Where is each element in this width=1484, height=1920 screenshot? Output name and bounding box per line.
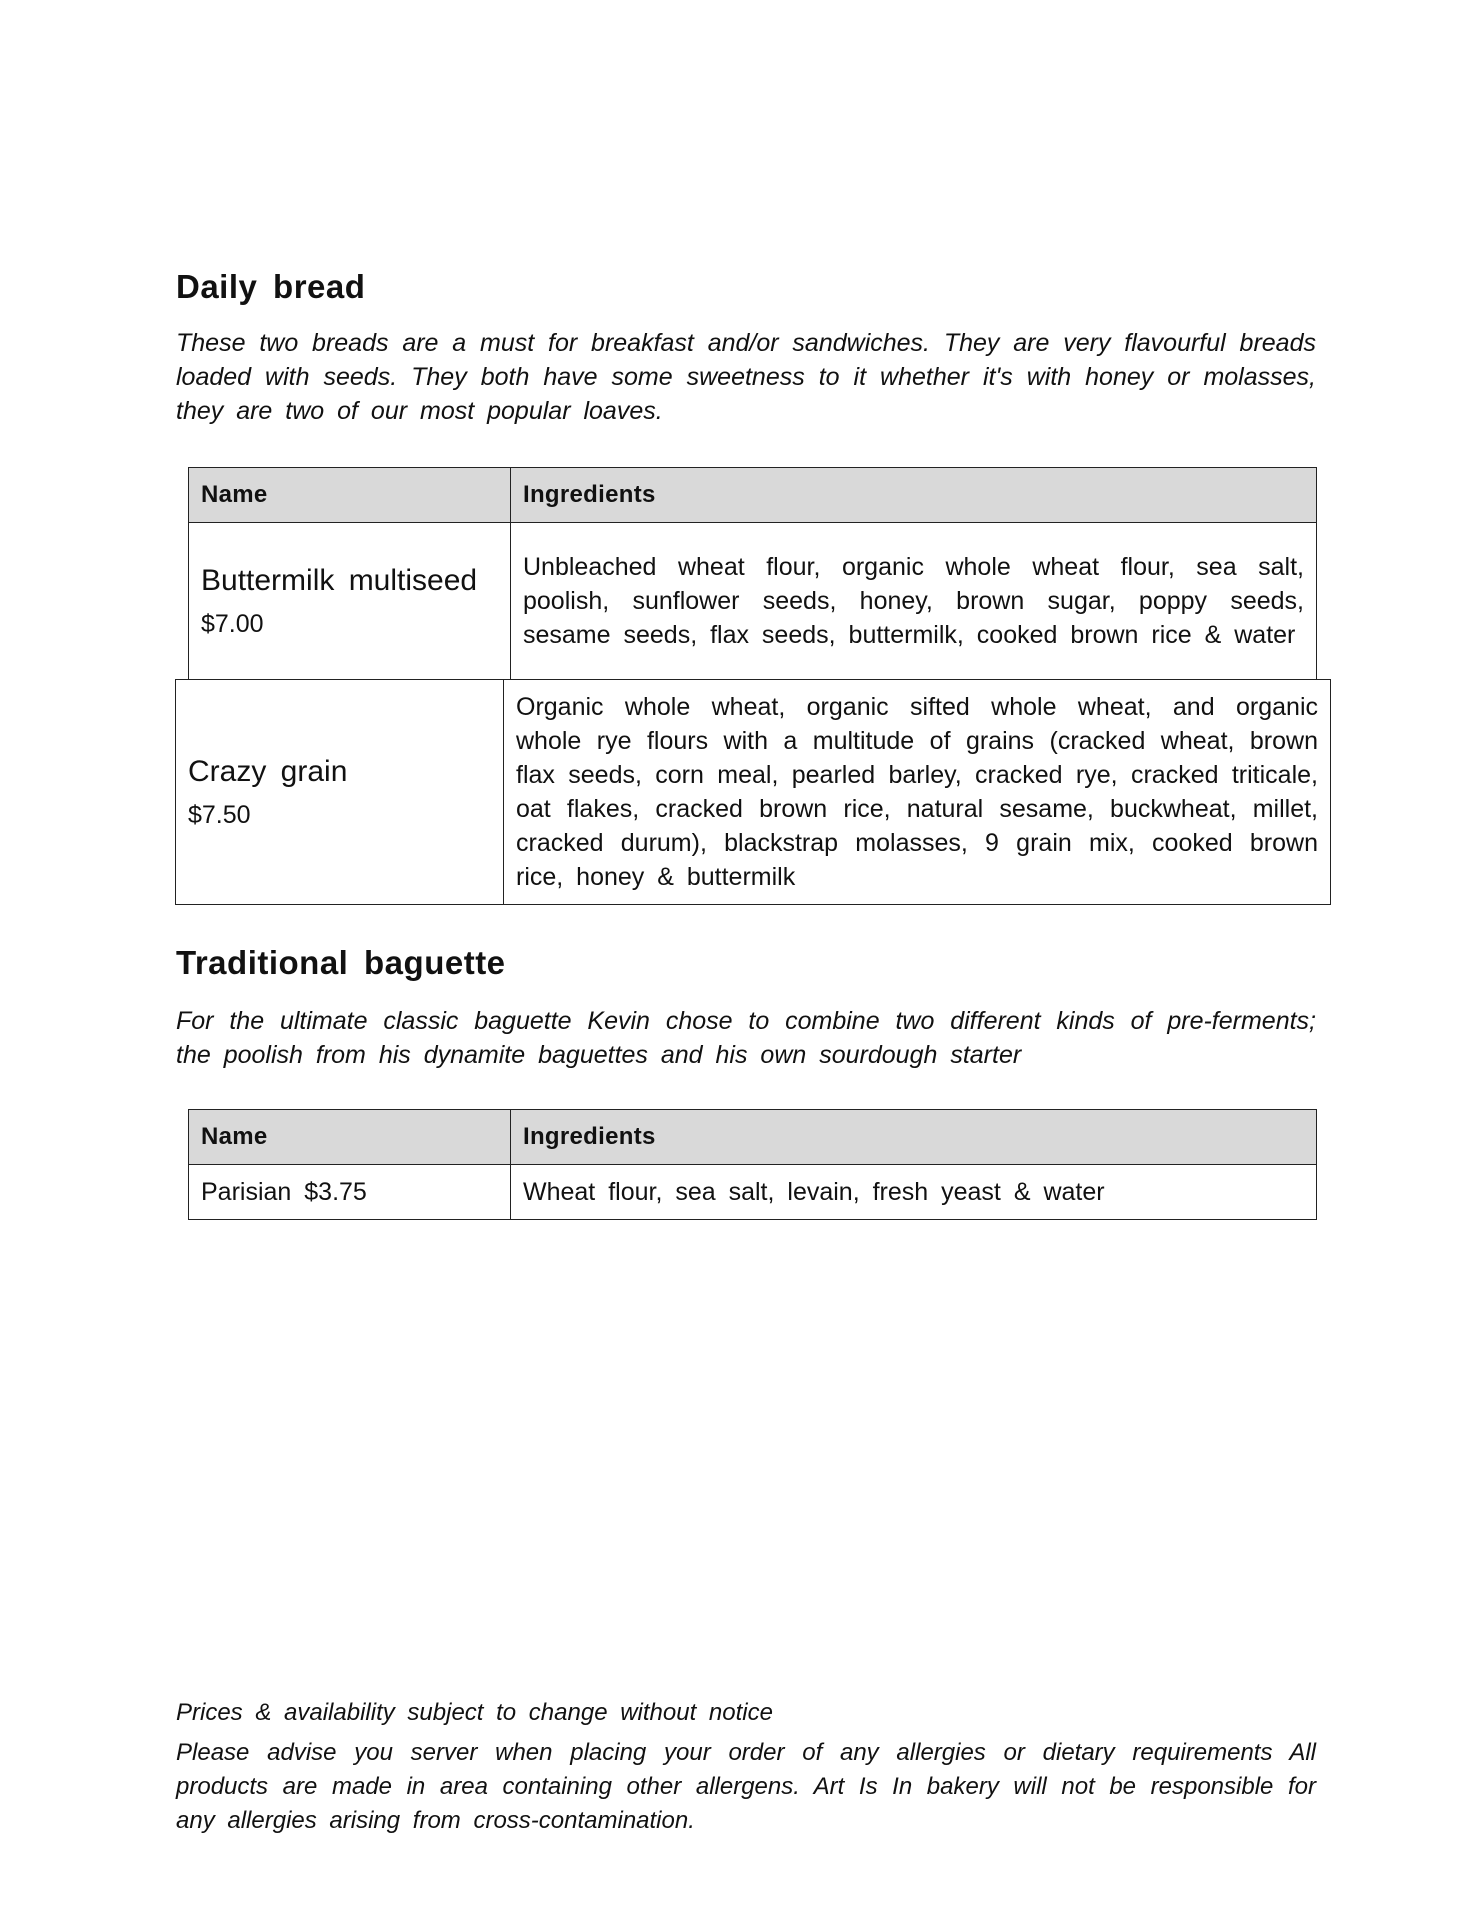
table-header-row xyxy=(189,1110,1317,1165)
table-row xyxy=(176,680,1331,905)
daily-bread-table xyxy=(188,467,1317,680)
baguette-table xyxy=(188,1109,1317,1220)
header-ingredients: Ingredients xyxy=(511,468,1317,523)
header-name: Name xyxy=(189,468,511,523)
item-name-price: Parisian $3.75 xyxy=(189,1165,511,1220)
header-name: Name xyxy=(189,1110,511,1165)
item-name: Crazy grain xyxy=(188,754,348,788)
item-cell xyxy=(189,523,511,680)
footer-allergy-notice: Please advise you server when placing your order of any allergies or dietary requirements All products are made in area containing other allergens. Art Is In bakery will not be responsible for any allergies arising from cross-contamination. xyxy=(176,1739,1316,1834)
daily-bread-intro: These two breads are a must for breakfast and/or sandwiches. They are very flavourful breads loaded with seeds. They both have some sweetness to it whether it's with honey or molasses, they are two of our most popular loaves. xyxy=(176,329,1316,425)
section-title-daily-bread: Daily bread xyxy=(176,268,366,305)
item-ingredients: Wheat flour, sea salt, levain, fresh yeast & water xyxy=(511,1165,1317,1220)
footer-price-notice: Prices & availability subject to change without notice xyxy=(176,1699,773,1726)
table-row xyxy=(189,1165,1317,1220)
crazy-grain-table xyxy=(175,679,1331,905)
table-row xyxy=(189,523,1317,680)
item-price: $7.50 xyxy=(188,800,251,829)
section-title-traditional-baguette: Traditional baguette xyxy=(176,944,506,981)
traditional-baguette-intro: For the ultimate classic baguette Kevin chose to combine two different kinds of pre-ferments; the poolish from his dynamite baguettes and his own sourdough starter xyxy=(176,1007,1316,1069)
item-ingredients: Organic whole wheat, organic sifted whole wheat, and organic whole rye flours with a multitude of grains (cracked wheat, brown flax seeds, corn meal, pearled barley, cracked rye, cracked triticale, oat flakes, cracked brown rice, natural sesame, buckwheat, millet, cracked durum), blackstrap molasses, 9 grain mix, cooked brown rice, honey & buttermilk xyxy=(504,680,1331,905)
item-cell xyxy=(176,680,504,905)
item-price: $7.00 xyxy=(201,609,264,638)
item-name: Buttermilk multiseed xyxy=(201,563,478,597)
header-ingredients: Ingredients xyxy=(511,1110,1317,1165)
item-ingredients: Unbleached wheat flour, organic whole wheat flour, sea salt, poolish, sunflower seeds, honey, brown sugar, poppy seeds, sesame seeds, flax seeds, buttermilk, cooked brown rice & water xyxy=(511,523,1317,680)
table-header-row xyxy=(189,468,1317,523)
